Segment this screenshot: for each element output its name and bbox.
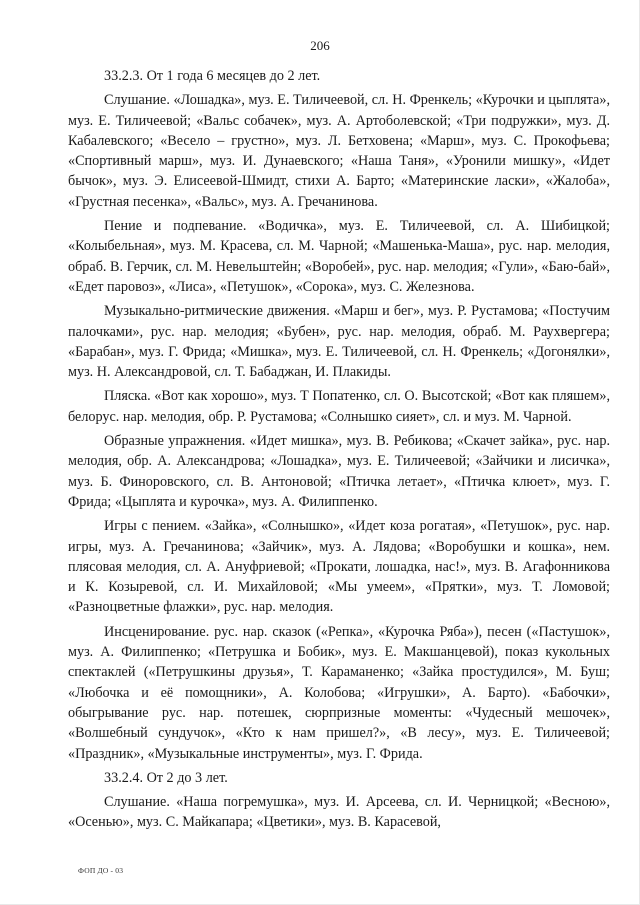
- paragraph-listening: Слушание. «Лошадка», муз. Е. Тиличеевой, сл. Н. Френкель; «Курочки и цыплята», муз. Е. Тиличеевой; «Вальс собачек», муз. А. Артоболевской; «Три подружки», муз. Д. Кабалевского; «Весело – грустно», муз. Л. Бетховена; «Марш», муз. С. Прокофьева; «Спортивный марш», муз. И. Дунаевского; «Наша Таня», «Уронили мишку», «Идет бычок», муз. Э. Елисеевой-Шмидт, стихи А. Барто; «Материнские ласки», «Жалоба», «Грустная песенка», «Вальс», муз. А. Гречанинова.: [68, 92, 610, 210]
- section-heading-33-2-3: 33.2.3. От 1 года 6 месяцев до 2 лет.: [104, 68, 321, 84]
- paragraph-figurative-exercises: Образные упражнения. «Идет мишка», муз. В. Ребикова; «Скачет зайка», рус. нар. мелодия, обр. А. Александрова; «Лошадка», муз. Е. Тиличеевой; «Зайчики и лисичка», муз. Б. Финоровского, сл. В. Антоновой; «Птичка летает», «Птичка клюет», муз. Г. Фрида; «Цыплята и курочка», муз. А. Филиппенко.: [68, 433, 610, 510]
- paragraph-rhythmic-movements: Музыкально-ритмические движения. «Марш и бег», муз. Р. Рустамова; «Постучим палочками», рус. нар. мелодия; «Бубен», рус. нар. мелодия, обраб. М. Раухвергера; «Барабан», муз. Г. Фрида; «Мишка», муз. Е. Тиличеевой, сл. Н. Френкель; «Догонялки», муз. Н. Александровой, сл. Т. Бабаджан, И. Плакиды.: [68, 303, 610, 381]
- paragraph-staging: Инсценирование. рус. нар. сказок («Репка», «Курочка Ряба»), песен («Пастушок», муз. А. Филиппенко; «Петрушка и Бобик», муз. Е. Макшанцевой), показ кукольных спектаклей («Петрушкины друзья», Т. Караманенко; «Зайка простудился», М. Буш; «Любочка и её помощники», А. Колобова; «Игрушки», А. Барто). «Бабочки», обыгрывание рус. нар. потешек, сюрпризные моменты: «Чудесный мешочек», «Волшебный сундучок», «Кто к нам пришел?», «В лесу», муз. Е. Тиличеевой; «Праздник», «Музыкальные инструменты», муз. Г. Фрида.: [68, 623, 610, 762]
- paragraph-dance: Пляска. «Вот как хорошо», муз. Т Попатенко, сл. О. Высотской; «Вот как пляшем», белорус. нар. мелодия, обр. Р. Рустамова; «Солнышко сияет», сл. и муз. М. Чарной.: [68, 388, 610, 425]
- page-body: [68, 66, 610, 837]
- paragraph-listening-2-3: Слушание. «Наша погремушка», муз. И. Арсеева, сл. И. Черницкой; «Весною», «Осенью», муз. С. Майкапара; «Цветики», муз. В. Карасевой,: [68, 794, 610, 831]
- footer-code: ФОП ДО - 03: [78, 866, 124, 875]
- paragraph-singing: Пение и подпевание. «Водичка», муз. Е. Тиличеевой, сл. А. Шибицкой; «Колыбельная», муз. М. Красева, сл. М. Чарной; «Машенька-Маша», рус. нар. мелодия, обраб. В. Герчик, сл. М. Невельштейн; «Воробей», рус. нар. мелодия; «Гули», «Баю-бай», «Едет паровоз», «Лиса», «Петушок», «Сорока», муз. С. Железнова.: [68, 218, 610, 295]
- section-heading-33-2-4: 33.2.4. От 2 до 3 лет.: [104, 769, 228, 786]
- page-number: 206: [310, 38, 330, 53]
- paragraph-singing-games: Игры с пением. «Зайка», «Солнышко», «Идет коза рогатая», «Петушок», рус. нар. игры, муз. А. Гречанинова; «Зайчик», муз. А. Лядова; «Воробушки и кошка», нем. плясовая мелодия, сл. А. Ануфриевой; «Прокати, лошадка, нас!», муз. В. Агафонникова и К. Козыревой, сл. И. Михайловой; «Мы умеем», «Прятки», муз. Т. Ломовой; «Разноцветные флажки», рус. нар. мелодия.: [68, 518, 610, 616]
